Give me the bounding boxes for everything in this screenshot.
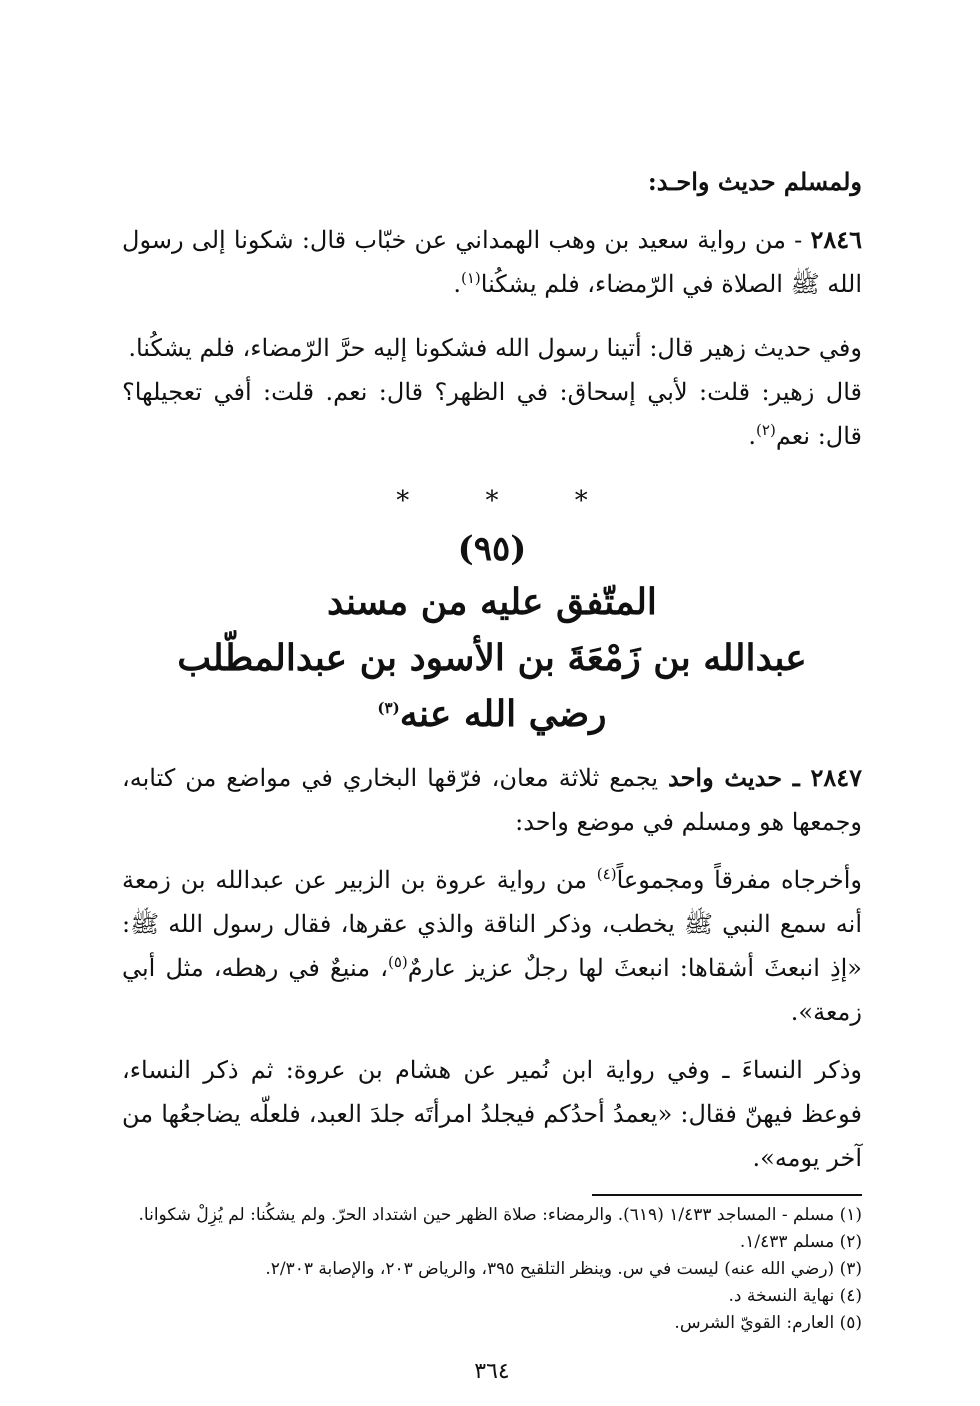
footnote-ref: (٣): [377, 699, 400, 717]
title-line-2: عبدالله بن زَمْعَةَ بن الأسود بن عبدالمطّلب: [177, 637, 807, 679]
hadith-number: ٢٨٤٦: [810, 225, 862, 254]
zuhair-question: [122, 370, 862, 458]
footnote-ref: (٥): [387, 953, 408, 971]
chapter-title: [122, 574, 862, 742]
footnote-5: (٥) العارم: القويّ الشرس.: [674, 1313, 862, 1333]
women-paragraph: وذكر النساءَ ـ وفي رواية ابن نُمير عن هشام بن عروة: ثم ذكر النساء، فوعظ فيهنّ فقال: «يعمدُ أحدُكم فيجلدُ امرأتَه جلدَ العبد، فلعلّه يضاجعُها من آخر يومه».: [122, 1056, 862, 1172]
narration-part-2: من رواية عروة بن الزبير عن عبدالله بن زمعة أنه سمع النبي ﷺ يخطب، وذكر الناقة والذي عقرها، فقال رسول الله ﷺ: «إذِ انبعثَ أشقاها: انبعثَ لها رجلٌ عزيز عارمٌ: [122, 866, 862, 982]
hadith-2847: [122, 756, 862, 844]
narration-part-1: وأخرجاه مفرقاً ومجموعاً: [616, 866, 863, 894]
footnote-4: (٤) نهاية النسخة د.: [728, 1286, 862, 1306]
footnote-1: (١) مسلم - المساجد ١/٤٣٣ (٦١٩). والرمضاء: صلاة الظهر حين اشتداد الحرّ. ولم يشكُنا: لم يُزِلْ شكوانا.: [138, 1205, 862, 1225]
footnotes: [122, 1202, 862, 1337]
zuhair-narration: وفي حديث زهير قال: أتينا رسول الله فشكونا إليه حرَّ الرّمضاء، فلم يشكُنا.: [128, 334, 862, 362]
hadith-end: .: [453, 270, 461, 298]
title-line-3-text: رضي الله عنه: [399, 693, 607, 735]
title-line-1: المتّفق عليه من مسند: [327, 581, 657, 623]
narration-paragraph: [122, 858, 862, 1034]
narration-part-3: ، منيعٌ في رهطه، مثل أبي زمعة».: [122, 954, 862, 1026]
hadith-text: يجمع ثلاثة معان، فرّقها البخاري في مواضع من كتابه، وجمعها هو ومسلم في موضع واحد:: [122, 764, 862, 836]
footnote-3: (٣) (رضي الله عنه) ليست في س. وينظر التلقيح ٣٩٥، والرياض ٢٠٣، والإصابة ٢/٣٠٣.: [265, 1259, 862, 1279]
footnote-ref: (٢): [756, 421, 776, 439]
hadith-2846: [122, 218, 862, 306]
section-separator: * * *: [396, 486, 622, 516]
section-intro: ولمسلم حديث واحـد:: [647, 167, 862, 196]
page-number: ٣٦٤: [474, 1359, 510, 1384]
zuhair-question-text: قال زهير: قلت: لأبي إسحاق: في الظهر؟ قال: نعم. قلت: أفي تعجيلها؟ قال: نعم: [122, 378, 862, 450]
chapter-number: (٩٥): [457, 529, 527, 569]
zuhair-end: .: [748, 422, 757, 450]
footnote-ref: (١): [460, 269, 481, 287]
footnote-2: (٢) مسلم ١/٤٣٣.: [739, 1232, 862, 1252]
hadith-text: - من رواية سعيد بن وهب الهمداني عن خبّاب قال: شكونا إلى رسول الله ﷺ الصلاة في الرّمضاء، فلم يشكُنا: [122, 226, 862, 298]
title-line-3: [122, 686, 862, 742]
hadith-number: ٢٨٤٧ ـ حديث واحد: [668, 763, 863, 792]
footnote-ref: (٤): [596, 865, 617, 883]
footnote-divider: [592, 1194, 862, 1196]
